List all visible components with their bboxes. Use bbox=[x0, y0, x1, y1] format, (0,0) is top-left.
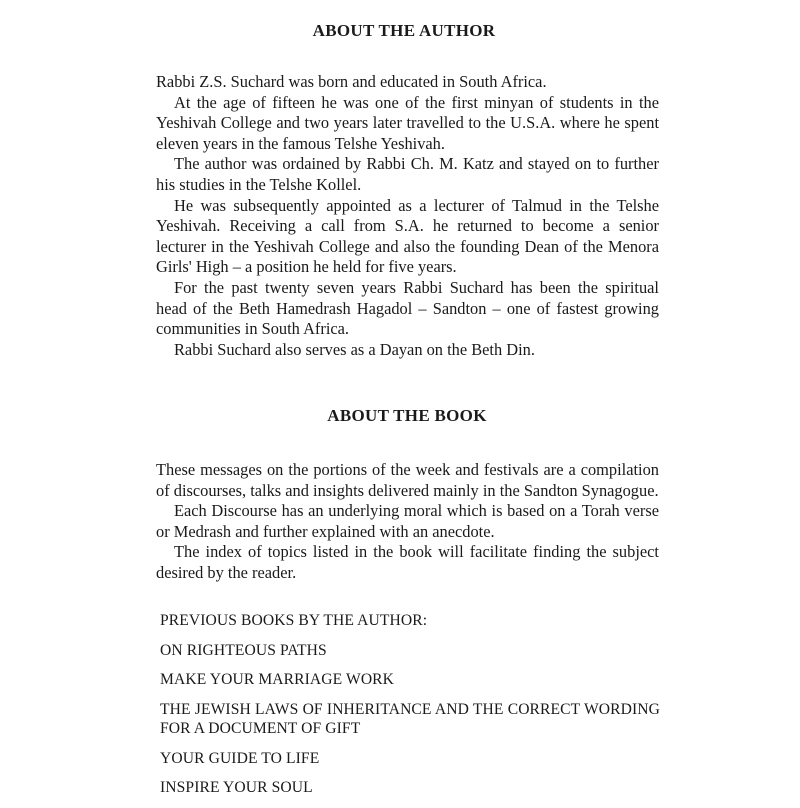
author-paragraph: At the age of fifteen he was one of the first minyan of students in the Yeshivah College and two years later travelled to the U.S.A. where he spent eleven years in the famous Telshe Yeshivah. bbox=[156, 92, 659, 153]
author-paragraph: Rabbi Suchard also serves as a Dayan on the Beth Din. bbox=[174, 339, 535, 359]
book-title: INSPIRE YOUR SOUL bbox=[160, 779, 313, 796]
book-paragraph: The index of topics listed in the book will facilitate finding the subject desired by the reader. bbox=[156, 542, 659, 582]
previous-books-list bbox=[160, 641, 660, 798]
book-title: ON RIGHTEOUS PATHS bbox=[160, 641, 327, 659]
author-paragraph: Rabbi Z.S. Suchard was born and educated in South Africa. bbox=[156, 72, 547, 91]
previous-books-section bbox=[160, 611, 660, 808]
book-title: THE JEWISH LAWS OF INHERITANCE AND THE CORRECT WORDING FOR A DOCUMENT OF GIFT bbox=[160, 700, 660, 737]
author-paragraph: He was subsequently appointed as a lecturer of Talmud in the Telshe Yeshivah. Receiving a call from S.A. he returned to become a senior lecturer in the Yeshivah College and also the founding Dean of the Menora Girls' High – a position he held for five years. bbox=[156, 195, 659, 277]
about-author-section bbox=[156, 72, 659, 360]
previous-books-label: PREVIOUS BOOKS BY THE AUTHOR: bbox=[160, 612, 428, 629]
book-paragraph: These messages on the portions of the week and festivals are a compilation of discourses, talks and insights delivered mainly in the Sandton Synagogue. bbox=[156, 460, 659, 500]
about-book-section bbox=[156, 460, 659, 584]
book-title: MAKE YOUR MARRIAGE WORK bbox=[160, 671, 395, 688]
book-title: YOUR GUIDE TO LIFE bbox=[160, 749, 320, 767]
book-paragraph: Each Discourse has an underlying moral which is based on a Torah verse or Medrash and further explained with an anecdote. bbox=[156, 501, 659, 541]
about-author-heading: ABOUT THE AUTHOR bbox=[312, 21, 496, 40]
about-book-heading: ABOUT THE BOOK bbox=[327, 406, 487, 425]
author-paragraph: For the past twenty seven years Rabbi Suchard has been the spiritual head of the Beth Hamedrash Hagadol – Sandton – one of fastest growing communities in South Africa. bbox=[156, 277, 659, 339]
author-paragraph: The author was ordained by Rabbi Ch. M. Katz and stayed on to further his studies in the Telshe Kollel. bbox=[156, 154, 659, 194]
